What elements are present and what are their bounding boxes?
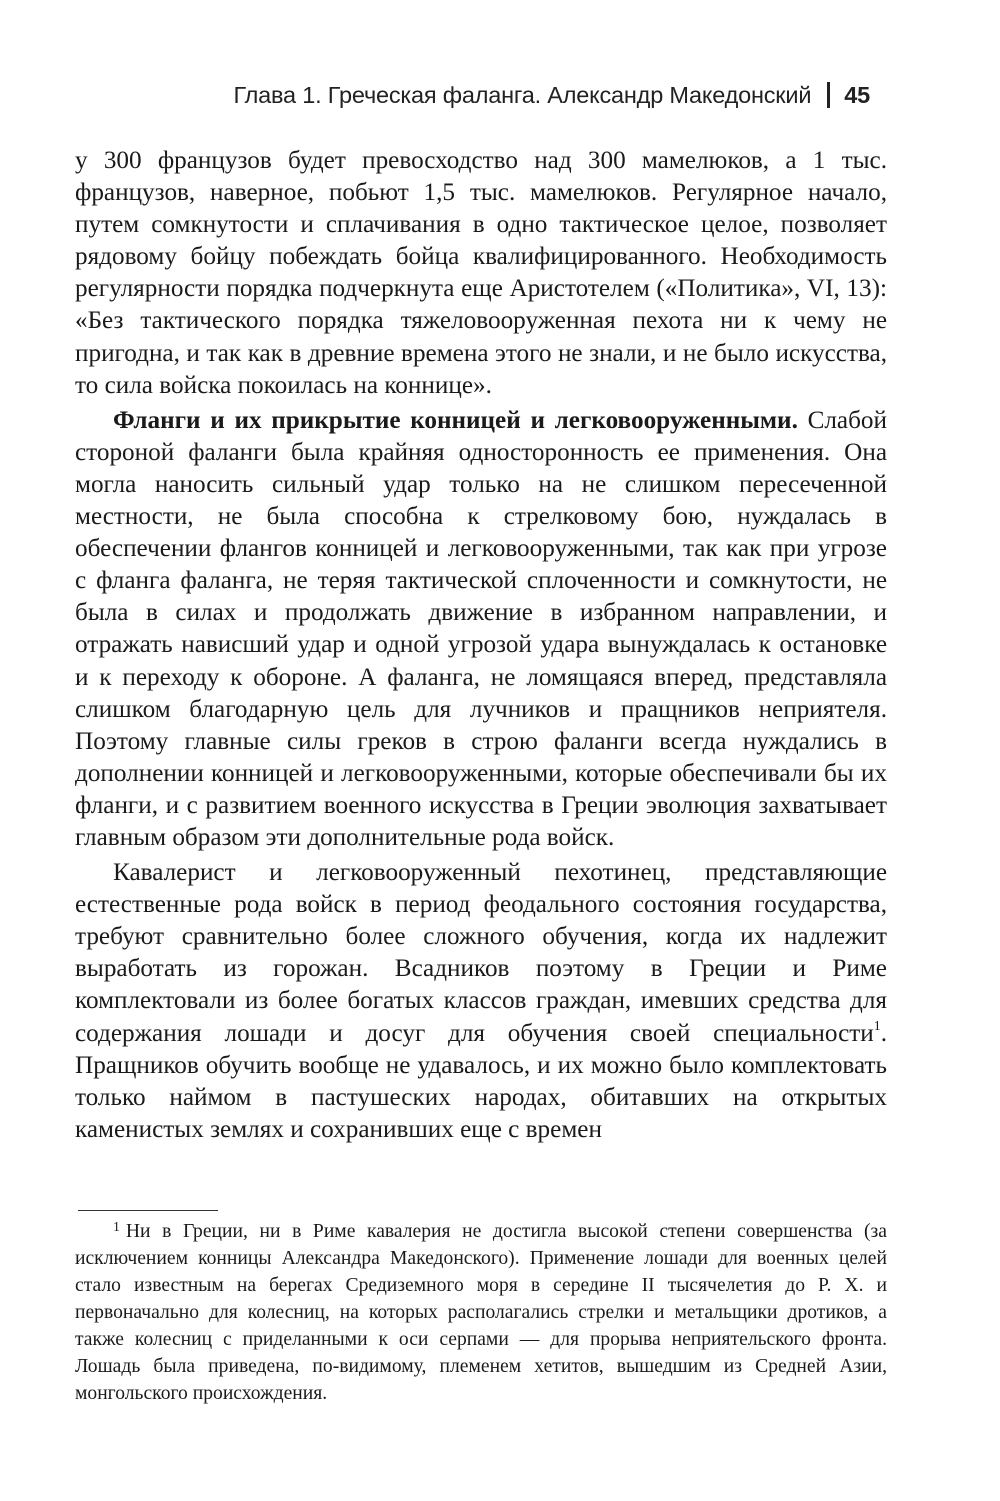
paragraph-1: у 300 французов будет превосходство над 300 мамелюков, а 1 тыс. французов, наверное, побьют 1,5 тыс. мамелюков. Регулярное начало, путем сомкнутости и сплачивания в одно тактическое целое, позволяет рядовому бойцу побеждать бойца квалифицированного. Необходимость регулярности порядка подчеркнута еще Аристотелем («Политика», VI, 13): «Без тактического порядка тяжеловооруженная пехота ни к чему не пригодна, и так как в древние времена этого не знали, и не было искусства, то сила войска покоилась на коннице». (75, 147, 887, 399)
paragraph-3 (75, 857, 887, 1146)
paragraph-3-text-b: . Пращников обучить вообще не удавалось, и их можно было комплектовать только наймом в пастушеских народах, обитавших на открытых каменистых землях и сохранивших еще с времен (75, 1019, 887, 1143)
footnote-reference[interactable]: 1 (873, 1017, 881, 1033)
footnote-marker: 1 (113, 1218, 120, 1234)
paragraph-2-heading: Фланги и их прикрытие конницей и легковооруженными. (113, 406, 798, 434)
main-text (75, 145, 887, 1146)
paragraph-2-text: Слабой стороной фаланги была крайняя односторонность ее применения. Она могла наносить сильный удар только на не слишком пересеченной местности, не была способна к стрелковому бою, нуждалась в обеспечении флангов конницей и легковооруженными, так как при угрозе с фланга фаланга, не теряя тактической сплоченности и сомкнутости, не была в силах и продолжать движение в избранном направлении, и отражать нависший удар и одной угрозой удара вынуждалась к остановке и к переходу к обороне. А фаланга, не ломящаяся вперед, представляла слишком благодарную цель для лучников и пращников неприятеля. Поэтому главные силы греков в строю фаланги всегда нуждались в дополнении конницей и легковооруженными, которые обеспечивали бы их фланги, и с развитием военного искусства в Греции эволюция захватывает главным образом эти дополнительные рода войск. (75, 406, 888, 851)
running-header (233, 82, 870, 109)
header-separator (827, 82, 830, 108)
paragraph-2 (75, 405, 887, 854)
running-title: Глава 1. Греческая фаланга. Александр Македонский (233, 82, 812, 108)
page-number: 45 (844, 82, 870, 108)
footnote-text: Ни в Греции, ни в Риме кавалерия не достигла высокой степени совершенства (за исключением конницы Александра Македонского). Применение лошади для военных целей стало известным на берегах Средиземного моря в середине II тысячелетия до Р. Х. и первоначально для колесниц, на которых располагались стрелки и метальщики дротиков, а также колесниц с приделанными к оси серпами — для прорыва неприятельского фронта. Лошадь была приведена, по-видимому, племенем хетитов, вышедшим из Средней Азии, монгольского происхождения. (75, 1221, 887, 1404)
footnote (75, 1218, 887, 1407)
footnote-divider (78, 1210, 218, 1211)
paragraph-3-text-a: Кавалерист и легковооруженный пехотинец, представляющие естественные рода войск в период феодального состояния государства, требуют сравнительно более сложного обучения, когда их надлежит выработать из горожан. Всадников поэтому в Греции и Риме комплектовали из более богатых классов граждан, имевших средства для содержания лошади и досуг для обучения своей специальности (75, 859, 887, 1047)
